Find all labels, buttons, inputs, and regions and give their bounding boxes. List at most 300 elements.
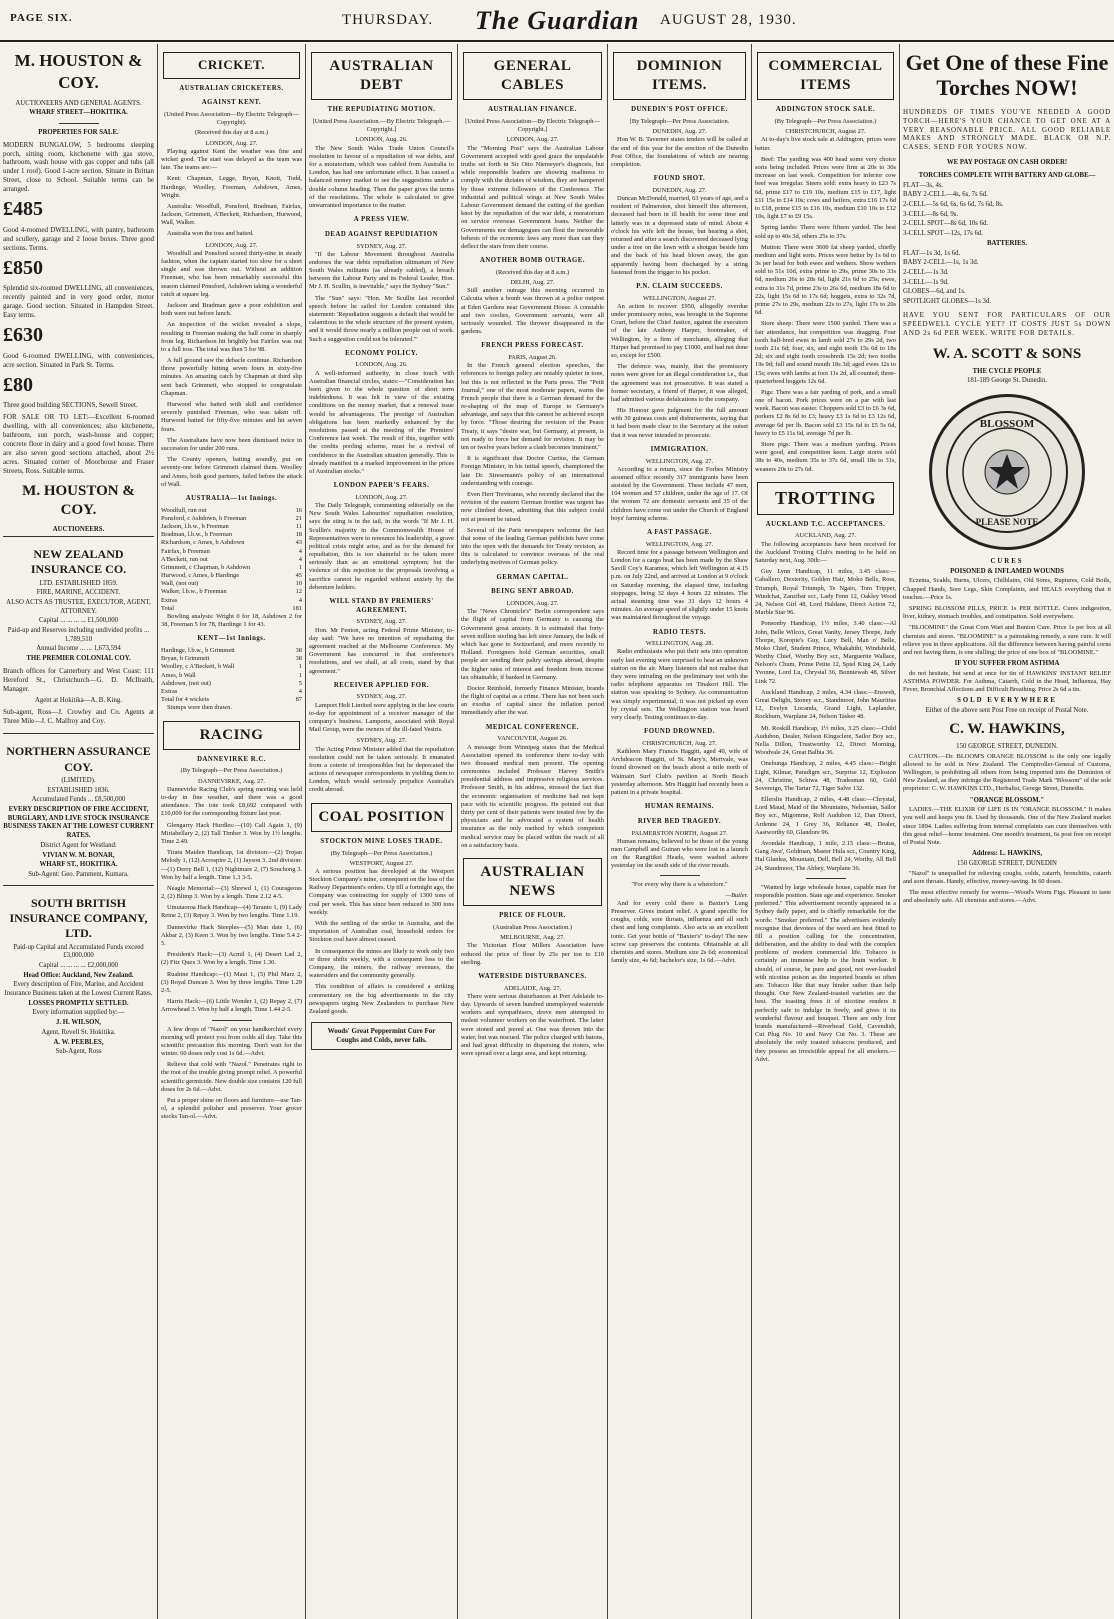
dateline: DUNEDIN, Aug. 27. [652, 186, 707, 194]
race-result: Umutaoroa Hack Handicap—(4) Taranto 1, (9) Lady Reine 2, (3) Repay 3. Won by two lengths. Time 1.19. [161, 904, 302, 920]
worm-figs-ad: The most effective remedy for worms—Wood's Worm Figs. Pleasant to taste and absolutely safe. All chemists and stores.—Advt. [903, 888, 1111, 905]
score-row-label: Grimmett, c Chapman, b Ashdown [161, 563, 251, 571]
nz-insurance-trustee: ALSO ACTS AS TRUSTEE, EXECUTOR, AGENT, ATTORNEY. [6, 599, 151, 615]
battery-heading: BATTERIES. [986, 239, 1028, 247]
racing-heading: RACING [163, 721, 300, 750]
address-line: 150 GEORGE STREET, DUNEDIN [957, 859, 1057, 867]
torch-price-list [903, 182, 1111, 239]
dateline: SYDNEY, Aug. 27. [356, 737, 407, 745]
article-paragraph: Even Herr Treviranus, who recently declared that the revision of the eastern German frontier was urgent has now climbed down, admitting that this subject could not at present be raised. [461, 490, 604, 523]
northern-assurance-subagent: Sub-Agent: Geo. Pamment, Kumara. [28, 870, 129, 878]
property-listing: MODERN BUNGALOW, 5 bedrooms sleeping porch, sitting room, kitchenette with gas stove, bathroom, wash house with gas copper and tubs (all under 1 roof). Good 1-acre section. Situate in Brittan Street, close to School. Suitable terms can be arranged. [3, 140, 154, 194]
south-british-description: Every description of Fire, Marine, and Accident Insurance Business taken at the Lowest Current Rates. [4, 981, 153, 998]
score-row [161, 539, 302, 547]
score-row-value: 4 [298, 555, 302, 563]
property-listing: FOR SALE OR TO LET:—Excellent 6-roomed dwelling, with all conveniences; also kitchenette, bathroom, sun porch, wash-house and copper; concrete floor in dairy and a good fowl house. There are also seven good sections attached, about 2½ acres. Situated corner of Moorhouse and Fraser Streets, Ross. Suitable terms. [3, 413, 154, 475]
score-row [161, 515, 302, 523]
nz-insurance-subagent: Sub-agent, Ross—J. Crowley and Co. Agents at Three Mile—J. C. Malfroy and Coy. [3, 708, 154, 726]
score-row-value: 38 [295, 655, 302, 663]
article-subhead: FOUND SHOT. [653, 175, 706, 183]
cures-body: Eczema, Scalds, Burns, Ulcers, Chilblains, Old Sores, Ruptures, Cold Boils, Chapped Hands, Sore Legs, Skin Complaints, and HEALS everything that it touches.—Price 1s. [903, 577, 1111, 601]
acceptance-list: Avondale Handicap, 1 mile, 2.15 class:—Brutus, Gang Awa', Goldman, Master Hula scr., Country King, Hal Glanlea, Mountain, Dell, Bell 24, Worthy, All Bell 24, Standmoor, The Abbey, Warplane 36. [755, 840, 896, 872]
dateline: MELBOURNE, Aug. 27. [500, 934, 565, 942]
newspaper-title: The Guardian [475, 6, 640, 35]
article-subhead: P.N. CLAIM SUCCEEDS. [636, 282, 723, 290]
dateline: WELLINGTON, Aug. 27. [645, 540, 714, 548]
article-subhead: WILL STAND BY PREMIERS' AGREEMENT. [329, 598, 434, 614]
article-subhead: WATERSIDE DISTURBANCES. [478, 972, 587, 980]
article-paragraph: Record time for a passage between Wellington and London for a cargo boat has been made by the Shaw Savill Coy's Karamea, which left Wellington at 4.15 p.m. on July 22nd, and arrived at London at 9 o'clock on Saturday morning, the elapsed time, including stoppages, being 32 days 4 hours 22 minutes. The actual steaming time was 31 days 12 hours 4 minutes. An average speed of slightly under 15 knots was maintained throughout the voyage. [611, 548, 748, 622]
divider [660, 875, 700, 876]
article-subhead: IMMIGRATION. [650, 445, 709, 453]
article-paragraph: There were serious disturbances at Port Adelaide to-day. Upwards of seven hundred unemployed waterside workers and sympathisers, drove men attempted to molest volunteer workers on the waterfront. The latter were stoned and jeered at. One was thrown into the water, but was rescued. The police charged with batons, and had great difficulty in dispersing the rioters, who were spread over a large area, and kept returning. [461, 992, 604, 1058]
score-row [161, 597, 302, 605]
score-row [161, 647, 302, 655]
acceptance-list: Ponsonby Handicap, 1½ miles, 3.40 class:—Al John, Belle Wilcox, Great Vanity, Jersey Thorpe, Judy Thorpe, Koropie's Guy, Lucy Bell, Man o' Belle, Moko Chief, Student Prince, Whakahihi, Windshield, Worthy Chief, Worthy Boy scr., Marguerite Wallace, Nelson's Chum, Prime Petite 12, Spiel King 24, Lady Yvonne, Lord Lu, Chrystal 36, Bonniewah 48, Silver Link 72. [755, 620, 896, 685]
race-result: Dannevirke Hack Steeples—(5) Man date 1, (6) Akbar 2, (3) Keen 3. Won by two lengths. Time 5.4 2-5. [161, 923, 302, 947]
dateline: CHRISTCHURCH, Aug. 27. [642, 739, 717, 747]
advert-paragraph: A few drops of "Nazol" on your handkerchief every morning will protect you from colds all day. Take this scientific precaution this morning. Don't wait for the winter. 60 doses only cost 1s 6d.—Advt. [161, 1025, 302, 1058]
advert-paragraph: And for every cold there is Baxter's Lung Preserver. Gives instant relief. A grand specific for coughs, colds, sore throats, influenza and all such chest and lung complaints. Also acts as an excellent tonic. Get your bottle of "Baxter's" to-day! The new screw cap preserves the contents. Obtainable at all chemists and stores. Medium size 2s 6d; economical family size, 4s 6d; bachelor's size, 1s 6d.—Advt. [611, 899, 748, 965]
asthma-ad: do not hesitate, but send at once for tin of HAWKINS' INSTANT RELIEF ASTHMA POWDER. For Asthma, Catarrh, Cold in the Head, Influenza, Hay Fever, Bronchial Affections and Difficult Breathing. Price 2s 6d a tin. [903, 669, 1111, 694]
page-label: PAGE SIX. [10, 12, 73, 24]
dateline: LONDON, Aug. 26. [355, 361, 408, 369]
article-paragraph: His Honour gave judgment for the full amount with 30 guineas costs and disbursements, saying that it had been made clear to the Secretary at the outset that it was never intended to prosecute. [611, 407, 748, 439]
acceptance-list: Guy Lynn Handicap, 11 miles, 3.45 class:—Caballero, Dexterity, Golden Hair, Moko Bells, Ross, Triumph, Royal Triumph, Te Ngaio, Tom Tripper, Windchat, Zanzibar scr., Lady Fenn 12, Oakley Wood 24, Nelson Girl 48, Lord Haldane, Direct Action 72, Marble Star 96. [755, 568, 896, 617]
dateline: LONDON, Aug. 27. [205, 139, 258, 147]
torch-price-item: 2-CELL—5s 6d, 6s, 6s 6d, 7s 6d, 8s. [903, 201, 1004, 209]
dateline: LONDON, Aug. 27. [355, 493, 408, 501]
divider [59, 123, 99, 124]
northern-assurance-address: WHARF ST., HOKITIKA. [39, 861, 118, 869]
issue-date: AUGUST 28, 1930. [660, 12, 797, 28]
article-paragraph: Jackson and Bradman gave a poor exhibition and both were out before lunch. [161, 301, 302, 318]
dateline: ADELAIDE, Aug. 27. [503, 984, 562, 992]
scott-sons-tagline: THE CYCLE PEOPLE [972, 367, 1042, 375]
article-paragraph: With the settling of the strike in Australia, and the importation of Australian coal, household orders for Stockton coal have almost ceased. [309, 920, 454, 944]
score-row [161, 580, 302, 588]
acceptance-list: Onehunga Handicap, 2 miles, 4.45 class:—Bright Light, Kilmar, Paradigm scr., Surprise 12, Explosion 24, Christine, Schiwa 48, Tradesman 60, Gold Sovereign, The Tartar 72, Tiger Salve 132. [755, 760, 896, 792]
nz-insurance-ad [3, 536, 154, 733]
score-row-value: 87 [295, 696, 302, 704]
article-paragraph: Human remains, believed to be those of the young men Campbell and Guinan who were lost in a launch on the Rangitikei Heads, were washed ashore yesterday on the south side of the river mouth. [611, 837, 748, 870]
quote: "For every why there is a wherefore." [631, 881, 728, 889]
commercial-items-heading: COMMERCIAL ITEMS [757, 52, 894, 100]
scorecard-kent [161, 647, 302, 704]
dateline: DUNEDIN, Aug. 27. [652, 128, 707, 136]
scorecard-australia [161, 507, 302, 613]
dateline: CHRISTCHURCH, August 27. [785, 128, 866, 136]
article-paragraph: Doctor Reinhold, formerly Finance Minister, brands the flight of capital as a crime. There has not been such an exodus of capital since the inflation period immediately after the war. [461, 684, 604, 717]
race-result: Neagle Memorial:—(3) Shrewd 1, (1) Courageous 2, (2) Blimp 3. Won by a length. Time 2.12 4-5. [161, 884, 302, 901]
dateline: WELLINGTON, Aug. 28. [645, 640, 714, 648]
article-paragraph: Kent: Chapman, Legge, Bryan, Knott, Todd, Hardinge, Woolley, Freeman, Ashdown, Ames, Wright. [161, 175, 302, 199]
article-subhead: ANOTHER BOMB OUTRAGE. [479, 257, 586, 265]
torch-price-item: 3-CELL SPOT—12s, 17s 6d. [903, 230, 983, 238]
article-paragraph: Hurwood who batted with skill and confidence severely punished Freeman, who was taken off. Hurwood batted for fifty-five minutes and hit seven fours. [161, 401, 302, 433]
score-row-label: Hurwood, c Ames, b Hardinge [161, 572, 240, 580]
battery-price-item: 2-CELL—1s 3d. [903, 268, 949, 276]
houston-firm-name: M. HOUSTON & COY. [14, 51, 143, 92]
score-row-label: Fairfax, b Freeman [161, 547, 210, 555]
woods-peppermint-ad: Woods' Great Peppermint Cure For Coughs and Colds, never fails. [311, 1022, 452, 1050]
article-paragraph: Australia: Woodfull, Ponsford, Bradman, Fairfax, Jackson, Grimmett, A'Beckett, Richardson, Hurwood, Wall, Walker. [161, 202, 302, 227]
article-paragraph: Still another outrage this morning occurred in Calcutta when a bomb was thrown at a police outpost at Eden Gardens near Government House. A constable and two coolies, Government servants, were all seriously wounded. The thrower disappeared in the gardens. [461, 287, 604, 336]
nz-insurance-title: NEW ZEALAND INSURANCE CO. [30, 546, 127, 577]
nz-insurance-agent: Agent at Hokitika—A. B. King. [34, 696, 123, 704]
article-paragraph: A serious position has developed at the Westport Stockton Company's mine, consequent on the loss of the Railway Department's orders. Up till a fortnight ago, the Company was contracting for supply of 1300 tons of coal per week. This has since been reduced to 300 tons weekly. [309, 867, 454, 916]
article-paragraph: Store pigs: There was a medium yarding. Prices were good, and competition keen. Large stores sold 38s to 40s, medium 35s to 37s 6d, small 18s to 31s, weaners 20s to 27s 6d. [755, 441, 896, 473]
scott-sons-name: W. A. SCOTT & SONS [932, 345, 1082, 362]
scorecard-heading: AUSTRALIA—1st Innings. [185, 494, 278, 502]
northern-assurance-agent: VIVIAN W. M. BONAR, [42, 851, 115, 859]
property-price: £850 [3, 256, 43, 279]
bowling-analysis: Bowling analysis: Wright 0 for 18, Ashdown 2 for 38, Freeman 5 for 78, Hardinge 1 for 43. [161, 613, 302, 629]
northern-assurance-title: NORTHERN ASSURANCE COY. [6, 744, 151, 774]
score-row-label: Hardinge, l.b.w., b Grimmett [161, 647, 235, 655]
quote-attribution: —Butler. [725, 891, 748, 899]
article-paragraph: Playing against Kent the weather was fine and wicket good. The start was delayed as the team was late. The teams are:— [161, 147, 302, 172]
advert-paragraph: "Wanted by large wholesale house, capable man for responsible position. State age and experience. Smoker preferred." This advertisement recently appeared in a Sydney daily paper, and is chiefly remarkable for the words: "Smoker preferred." The advertisers evidently recognise that devotees of the weed are best fitted to fill a position calling for the concentration, deliberation, and the ability to deal with the complex problems of modern commercial life. Tobacco is certainly an immense help to the brain worker. It should, of course, be pure and good, not over-loaded with nicotine poison as the imported brands so often are. Tobacco like that may hinder rather than help thought. Our New Zealand-toasted varieties are the best. The toasting frees it of nicotine renders it perfectly safe to indulge in freely, and gives it its wonderful flavour and bouquet. There are only four brands manufactured—Riverhead Gold, Cavendish, Cut Plug No. 10 and Navy Cut No. 3. These are absolutely the only toasted tobaccos produced, and they possess an irresistible appeal for all smokers.—Advt. [755, 883, 896, 1063]
article-subhead: AUSTRALIAN FINANCE. [488, 106, 577, 114]
article-subhead: DUNEDIN'S POST OFFICE. [631, 106, 728, 114]
article-subhead: RIVER BED TRAGEDY. [637, 817, 722, 825]
race-result: Tiratu Maiden Handicap, 1st division:—(2) Trojan Melody 1, (12) Acrospire 2, (1) Jayson 3. 2nd division:—(1) Derry Bell 1, (12) Nightmare 2, (7) Souchong 3. Won by half a length. Time 1.3 3-5. [161, 849, 302, 881]
address-label: Address: L. HAWKINS, [971, 850, 1043, 858]
article-paragraph: Spring lambs: There were fifteen yarded. The best sold up to 40s 3d, others 25s to 37s. [755, 224, 896, 240]
article-paragraph: Several of the Paris newspapers welcome the fact that some of the leading German publicists have come into the open with the demands for Treaty revision, as this is calculated to convince overseas of the real underlying motives of German policy. [461, 526, 604, 567]
score-row [161, 605, 302, 613]
nz-insurance-branch: Branch offices for Canterbury and West Coast: 111 Hereford St., Christchurch—G. D. McIlraith, Manager. [3, 666, 154, 693]
score-row-label: Bryan, b Grimmett [161, 655, 210, 663]
press-credit: (By Telegraph—Per Press Association.) [180, 767, 283, 775]
article-paragraph: A full ground saw the debacle continue. Richardson threw powerfully hitting seven fours in sixty-five minutes. An amazing catch by Chapman at third slip sent back Grimmett, who stopped to congratulate Chapman. [161, 357, 302, 397]
article-paragraph: A message from Winnipeg states that the Medical Association opened its conference there to-day with two thousand medical men present. The opening ceremonies included Professor Harvey Smith's presidential address and impressive religious services. Professor Smith, in his address, stressed the fact that the economic organisation of medicine had not kept pace with its scientific progress. He pointed out that thirty per cent of their patients were treated free by the physicians and he advocated a system of health insurance as the only method by which competent medical service may be placed within the reach of all on a satisfactory basis. [461, 743, 604, 849]
score-row-label: A'Beckett, run out [161, 555, 208, 563]
received-note: (Received this day at 8 a.m.) [194, 129, 269, 137]
property-listing: Three good building SECTIONS, Sewell Street. [3, 401, 138, 410]
trotting-heading: TROTTING [757, 482, 894, 515]
cricket-heading: CRICKET. [163, 52, 300, 79]
northern-assurance-description: EVERY DESCRIPTION OF FIRE ACCIDENT, BURGLARY, AND LIVE STOCK INSURANCE BUSINESS TAKEN AT THE LOWEST CURRENT RATES. [3, 806, 154, 840]
article-subhead: THE REPUDIATING MOTION. [327, 106, 436, 114]
article-paragraph: The "Sun" says: "Hon. Mr Scullin last recorded speech before he sailed for London contained this statement: 'Repudiation suggests a default that would be calamitous to the whole structure of the present system, and it would throw nearly a million people out of work. Such a suggestion could not be tolerated.'" [309, 294, 454, 343]
race-result: President's Hack:—(3) Acmil 1, (4) Desert Lad 2, (2) Fitz Quex 3. Won by a length. Time 1.30. [161, 951, 302, 967]
score-row-value: 18 [295, 531, 302, 539]
article-paragraph: Hon W. B. Taverner states tenders will be called at the end of this year for the erection of the Dunedin Post Office, the foundations of which are nearing completion. [611, 136, 748, 168]
nz-insurance-slogan: THE PREMIER COLONIAL COY. [26, 655, 131, 663]
dateline: LONDON, Aug. 26. [355, 136, 408, 144]
houston-firm-name: M. HOUSTON & COY. [22, 482, 135, 519]
column-advertisements-houston [0, 44, 158, 1619]
northern-assurance-limited: (LIMITED). [61, 777, 96, 784]
column-general-cables [458, 44, 608, 1619]
northern-assurance-district: District Agent for Westland: [40, 841, 117, 849]
score-row-value: 1 [298, 563, 302, 571]
property-listing: Good 6-roomed DWELLING, with conveniences, acre section. Situated in Park St. Terms. [3, 351, 154, 369]
cricket-subhead: AGAINST KENT. [201, 99, 262, 107]
score-row-value: 4 [298, 547, 302, 555]
article-paragraph: Hon. Mr Fenton, acting Federal Prime Minister, to-day said: "We have no intention of repudiating the agreement reached at the Melbourne Conference. My Government has concurred in that conference's resolutions, and we shall, at all costs, stand by that agreement." [309, 626, 454, 675]
score-row [161, 588, 302, 596]
press-credit: (By Telegraph—Per Press Association.) [330, 849, 433, 857]
press-credit: [United Press Association—By Electric Telegraph—Copyright.] [465, 118, 600, 134]
dateline: SYDNEY, Aug. 27. [356, 242, 407, 250]
dateline: LONDON, Aug. 27. [205, 241, 258, 249]
acceptance-list: Mt. Roskill Handicap, 1½ miles, 3.25 class:—Child Audubon, Dealer, Nelson Kingsclere, Sailor Boy scr., Nella Dillon, Trustworthy 12, Direct Morning, Woodvale 24, Great Balbia 36. [755, 724, 896, 757]
houston-role: AUCTIONEERS. [52, 526, 105, 534]
column-dominion-items [608, 44, 752, 1619]
column-australian-debt [306, 44, 458, 1619]
property-listing: Good 4-roomed DWELLING, with pantry, bathroom and scullery, garage and 2 loose boxes. Three good sections. Terms. [3, 225, 154, 252]
score-row [161, 696, 302, 704]
article-paragraph: Beef: The yarding was 400 head some very choice sorts being included. Prices were firm at 20s to 30s increase on last week. Competition for inferior cow beef was irregular. Steers sold: extra heavy to £23 7s 6d, prime £17 to £19 10s, medium £15 to £17, light £11 15s to £14 10s; cows and heifers, extra £16 17s 6d to £18, prime £15 to £16 10s, medium £10 10s to £12 10s, light £7 to £9 15s. [755, 155, 896, 221]
race-result: Harris Hack:—(6) Little Wonder 1, (2) Repay 2, (7) Arrowhead 3. Won by half a length. Time 1.44 2-5. [161, 998, 302, 1014]
hawkins-address: 150 GEORGE STREET, DUNEDIN. [956, 742, 1058, 750]
properties-heading: PROPERTIES FOR SALE. [38, 128, 119, 136]
property-price: £80 [3, 373, 33, 396]
score-row-value: 45 [295, 572, 302, 580]
torch-ad-body: HUNDREDS OF TIMES YOU'VE NEEDED A GOOD TORCH—HERE'S YOUR CHANCE TO GET ONE AT A VERY REASONABLE PRICE. ALL GOOD RELIABLE MAKES AND STRONGLY MADE. BLACK OR N.P. CASES. SEND FOR YOURS NOW. [903, 107, 1111, 152]
south-british-subagent-role: Sub-Agent, Ross [55, 1048, 102, 1056]
blossom-seal-image [929, 394, 1085, 550]
torch-ad-title: Get One of these Fine Torches NOW! [905, 50, 1109, 101]
property-price: £485 [3, 198, 43, 221]
south-british-losses: LOSSES PROMPTLY SETTLED. [28, 999, 129, 1007]
score-row-label: Total [161, 604, 175, 612]
score-row-value: 5 [298, 679, 302, 687]
torch-price-item: 2-CELL SPOT—8s 6d, 10s 6d. [903, 220, 989, 228]
score-row [161, 564, 302, 572]
article-paragraph: "If the Labour Movement throughout Australia endorses the war debts repudiation ultimatum of New South Wales militants (as already cabled), a breach between the Labour Party and its Federal Leader, Hon. Mr J. H. Scullin, is inevitable," says the Sydney "Sun." [309, 250, 454, 291]
seal-top-text: BLOSSOM [979, 418, 1035, 431]
score-row [161, 663, 302, 671]
torch-price-item: 3-CELL—8s 6d, 9s. [903, 210, 959, 218]
article-subhead: LONDON PAPER'S FEARS. [333, 482, 430, 490]
acceptance-list: Ellerslie Handicap, 2 miles, 4.48 class:—Chrystal, Lord Maud, Maid of the Mountains, Nelsonian, Sailor Boy scr., Migomme, Rolf Audubon 12, Dan Direct, Ardenne 24, I Grey 36, Reliance 48, Dealer, Aastworthy 60, Glandore 96. [755, 796, 896, 836]
nz-insurance-reserves: Paid-up and Reserves including undivided profits ... 1,789,510 [7, 627, 150, 643]
score-row-label: Extras [161, 688, 178, 695]
property-listing: Splendid six-roomed DWELLING, all conveniences, recently painted and in very good order, motor garage. Good section. Situated in Hampden Street. Easy terms. [3, 284, 154, 320]
dateline: WELLINGTON, Aug. 27. [645, 457, 714, 465]
property-price: £630 [3, 324, 43, 347]
advert-paragraph: Put a proper shine on floors and furniture—use Tan-ol, a splendid polisher and preserver. Your grocer stocks Tan-ol.—Advt. [161, 1097, 302, 1121]
column-commercial-items [752, 44, 900, 1619]
dominion-items-heading: DOMINION ITEMS. [613, 52, 746, 100]
article-paragraph: Mutton: There were 3600 fat sheep yarded, chiefly medium and light sorts. Prices were better by 1s 6d to 3s per head for both ewes and wethers. Show wethers sold to 51s 10d, extra prime to 29s, prime 30s to 33s 6d, medium 26s to 28s 6d, light 21s 6d to 25s; ewes, extra to 31s 7d, prime 23s to 26s 6d, medium 18s 6d to 22s, light 15s 6d to 17s 6d; hoggets, extra to 32s 7d, prime 27s to 29s, medium 22s to 27s, light 17s to 20s 6d. [755, 243, 896, 317]
dateline: SYDNEY, Aug. 27. [356, 618, 407, 626]
score-row-value: 181 [292, 604, 302, 612]
received-note: (Received this day at 8 a.m.) [495, 268, 570, 276]
dateline: PALMERSTON NORTH, August 27. [631, 829, 728, 837]
northern-assurance-funds: Accumulated Funds ... £8,500,000 [31, 796, 126, 804]
article-subhead: ECONOMY POLICY. [345, 349, 418, 357]
acceptance-list: Auckland Handicap, 2 miles, 4.34 class:—Ensweh, Great Delight, Stoney scr., Standmoor, John Mauritius 12, Evelyn Locanda, Grand Light, Laplander, Rockburn, Warplane 24, Nelson Tasker 48. [755, 688, 896, 721]
score-row-value: 4 [298, 596, 302, 604]
sold-everywhere: SOLD EVERYWHERE [957, 697, 1057, 705]
article-paragraph: According to a return, since the Forbes Ministry assumed office recently 317 immigrants have been assisted by the Government. These include 47 men, 104 women and 57 children, under the age of 17. Of the women 72 are domestic servants and 35 of the children have come out under the Church of England boys' farming scheme. [611, 465, 748, 522]
article-paragraph: An inspection of the wicket revealed a slope, resulting in Freeman making the ball come in sharply from leg. Richardson hit brightly but Fairfax was out to a full toss. The total was then 5 for 98. [161, 321, 302, 353]
score-row [161, 688, 302, 696]
article-paragraph: The "News Chronicle's" Berlin correspondent says the flight of capital from Germany is causing the Government great anxiety. It is estimated that forty-seven million sterling has left since January, the bulk of which has gone to Switzerland, and more recently to Holland. Foreigners hold German securities, small people are sending their paltry savings abroad, despite the higher rates of interest and freedom from income tax obtainable, if banked in Germany. [461, 608, 604, 681]
article-subhead: DEAD AGAINST REPUDIATION [325, 230, 438, 238]
dateline: DANNEVIRKE, Aug. 27. [198, 777, 265, 785]
score-row-label: Extras [161, 596, 178, 604]
nz-insurance-income: Annual Income ... ... 1,673,594 [36, 645, 121, 653]
article-paragraph: The Australians have now been dismissed twice in succession for under 200 runs. [161, 436, 302, 452]
score-row-label: Woodfull, run out [161, 506, 207, 514]
score-row-value: 1 [298, 663, 302, 671]
score-row [161, 556, 302, 564]
torch-price-item: BABY 2-CELL—4s, 6s, 7s 6d. [903, 191, 988, 199]
south-british-subagent: A. W. PEEBLES, [53, 1038, 104, 1046]
column-cricket-racing [158, 44, 306, 1619]
score-row [161, 572, 302, 580]
general-cables-heading: GENERAL CABLES [463, 52, 602, 100]
score-row-value: 1 [298, 671, 302, 679]
bloomine-ad: "BLOOMINE" the Great Corn Wart and Bunion Cure. Price 1s per box at all chemists and stores. "BLOOMINE" is a painstaking remedy, a sure cure. It will relieve you in three applications. All the difference between having painful corns and not having them, is one shilling; the price of one box of "BLOOMINE." [903, 624, 1111, 656]
south-british-agent: J. H. WILSON, [55, 1019, 101, 1027]
battery-price-item: SPOTLIGHT GLOBES—1s 3d. [903, 297, 992, 305]
article-subhead: BEING SENT ABROAD. [491, 588, 574, 596]
houston-roles: AUCTIONEERS AND GENERAL AGENTS. [15, 99, 142, 107]
nz-insurance-capital: Capital ... ... ... ... £1,500,000 [38, 617, 119, 625]
article-paragraph: An action to recover £950, allegedly overdue under promissory notes, was brought in the Supreme Court, before the Chief Justice, against the executors of the late Anthony Harper, bootmaker, of Wellington, by a firm of merchants, alleging that Harper had promised to pay £1000, and had not done so, except for £500. [611, 302, 748, 359]
score-row-label: Ashdown, (not out) [161, 679, 211, 687]
cricket-subhead: AUSTRALIAN CRICKETERS. [179, 84, 284, 92]
dateline: WESTPORT, August 27. [349, 859, 414, 867]
score-row [161, 672, 302, 680]
south-british-title: SOUTH BRITISH INSURANCE COMPANY, LTD. [9, 895, 148, 941]
article-paragraph: Woodfull and Ponsford scored thirty-nine in steady fashion, when the captain started too slow for a short single and was thrown out. Without an addition Freeman, who has been remarkably successful this season claimed Ponsford, Ashdown taking a wonderful catch at square leg. [161, 249, 302, 298]
divider [806, 878, 846, 879]
caution-notice: CAUTION.—Dr. BLOOM'S ORANGE BLOSSOM is the only one legally allowed to be sold in New Zealand. The Comptroller-General of Customs, Wellington, is prohibiting all others from being imported into the Dominion of New Zealand, as they infringe the Registered Trade Mark "Blossom" of the sole proprietor: C. W. HAWKINS LTD., Herbalist, George Street, Dunedin. [903, 752, 1111, 793]
article-paragraph: The Acting Prime Minister added that the repudiation resolution could not be taken seriously. It emanated from a coterie of irresponsibles but he deprecated the actions of newspaper correspondents in yielding them to London, which would seriously prejudice Australia's credit abroad. [309, 745, 454, 794]
score-row-label: Walker, l.b.w., b Freeman [161, 588, 227, 596]
score-row-label: Total for 4 wickets [161, 696, 210, 704]
score-row [161, 680, 302, 688]
dateline: LONDON, Aug. 27. [506, 136, 559, 144]
column-advertisements-right [900, 44, 1114, 1619]
hawkins-name: C. W. HAWKINS, [949, 720, 1065, 737]
south-british-agent-role: Agent, Revell St. Hokitika. [41, 1028, 116, 1036]
article-subhead: PRICE OF FLOUR. [499, 912, 566, 920]
score-row-value: 10 [295, 580, 302, 588]
dateline: VANCOUVER, August 26. [497, 735, 568, 743]
article-paragraph: Store sheep: There were 1500 yarded. There was a fair attendance, but competition was dragging. Four tooth half-bred ewes in lamb sold 27s to 29s 2d, two tooth 21s 6d; four, six, and eight tooth 15s 6d to 18s 2d; six and eight tooth crossbreds 15s 2d; two tooths 19s 9d; full and sound mouth 18s 3d; aged ewes 12s to 15s; ewes with lambs at foot 11s 2d, all counted; three-quarterbred hoggets 12s 6d. [755, 320, 896, 385]
article-paragraph: In consequence the mines are likely to work only two or three shifts weekly, with a consequent loss to the Company, the miners, the railway revenues, the watersiders and the community generally. [309, 947, 454, 980]
northern-assurance-established: ESTABLISHED 1836. [47, 786, 110, 794]
press-credit: (Australian Press Association.) [493, 924, 572, 931]
score-row-label: Bradman, l.b.w., b Freeman [161, 531, 232, 539]
scott-sons-address: 181-189 George St. Dunedin. [966, 377, 1048, 385]
score-row [161, 548, 302, 556]
score-row-value: 16 [295, 506, 302, 514]
nazol-ad: "Nazol" is unequalled for relieving coughs, colds, catarrh, bronchitis, catarrh and sore throats. Handy, effective, money-saving. In 60 doses. [903, 869, 1111, 885]
score-row-value: 38 [295, 647, 302, 655]
dateline: PARIS, August 26. [508, 353, 557, 361]
article-paragraph: At to-day's live stock sale at Addington, prices were better. [755, 136, 896, 152]
article-subhead: RADIO TESTS. [652, 628, 707, 636]
dateline: DELHI, Aug. 27. [510, 278, 555, 286]
score-row [161, 531, 302, 539]
article-paragraph: This condition of affairs is considered a striking commentary on the big advertisements in the city newspapers urging New Zealanders to purchase New Zealand goods. [309, 983, 454, 1015]
cures-heading: POISONED & INFLAMED WOUNDS [950, 567, 1064, 575]
south-british-ad [3, 885, 154, 1062]
south-british-office: Head Office: Auckland, New Zealand. [23, 971, 134, 979]
article-paragraph: Kathleen Mary Francis Haggitt, aged 40, wife of Archdeacon Haggitt, of St. Mary's, Merivale, was found drowned on the beach about a mile north of Waimairi Surf Club's pavilion at North Beach yesterday afternoon. Mrs Haggitt had recently been a patient in a private hospital. [611, 748, 748, 796]
battery-price-item: FLAT—1s 3d, 1s 6d. [903, 249, 961, 257]
article-paragraph: The New South Wales Trade Union Council's resolution in favour of a repudiation of war debts, and for a moratorium, which was cabled from Australia to London, has had one unfortunate effect. It has caused a balanced money market to see the suggestions under a double column heading. Then the paper gives the terms of the resolutions. The whole is calculated to give unwarranted importance to the matter. [309, 144, 454, 209]
houston-address: WHARF STREET—HOKITIKA. [29, 109, 128, 117]
article-subhead: A PRESS VIEW. [353, 216, 410, 224]
press-credit: (By Telegraph—Per Press Association.) [774, 118, 877, 126]
article-paragraph: Pigs: There was a fair yarding of pork, and a small one of bacon. Pork prices were on a par with last week. Bacon was easier. Choppers sold £3 to £6 3s 6d, porkers £2 8s 6d to £3; heavy £3 1s 6d to £3 12s 6d, average 6d per lb. Bacon sold £3 15s 6d to £5 5s 6d, heavy to £5 11s 6d, average 7d per lb. [755, 388, 896, 437]
article-subhead: ADDINGTON STOCK SALE. [775, 106, 876, 114]
cures-label: CURES [990, 558, 1024, 566]
press-credit: [United Press Association.—By Electric Telegraph.—Copyright.] [312, 118, 451, 134]
article-paragraph: Duncan McDonald, married, 63 years of age, and a resident of Palmerston, shot himself this afternoon, deceased had been in ill health for some time and latterly was in a depressed state of mind. About 4 o'clock his wife left the house, but hearing a shot, returned and after a search discovered deceased lying under a tree on the lawn with a shotgun beside him and the back of his head blown away, the gun apparently having been discharged by a string fastened from the trigger to his pocket. [611, 195, 748, 276]
article-paragraph: Australia won the toss and batted. [167, 230, 254, 238]
coal-position-heading: COAL POSITION [311, 803, 452, 832]
article-paragraph: It is significant that Doctor Curtius, the German Foreign Minister, in his initial speech, championed the late Dr. Stresemann's policy of an international understanding with courage. [461, 455, 604, 487]
asthma-heading: IF YOU SUFFER FROM ASTHMA [954, 660, 1060, 668]
racing-subhead: DANNEVIRKE R.C. [197, 755, 266, 763]
orange-blossom-heading: "ORANGE BLOSSOM." [969, 796, 1045, 804]
torch-postage-note: WE PAY POSTAGE ON CASH ORDER! [946, 159, 1068, 167]
score-row-label: Jackson, l.b.w., b Freeman [161, 522, 229, 530]
nz-insurance-lines: FIRE, MARINE, ACCIDENT. [36, 589, 121, 597]
masthead [0, 0, 1114, 42]
australian-news-heading: AUSTRALIAN NEWS [463, 858, 602, 906]
article-paragraph: In the French general election speeches, the references to foreign policy are notably quieter in tone, but this is not reflected in the Paris press. The "Petit Journal," one of the most moderate papers, warns the French people that there is a German demand for the re-shaping of the map of Europe to Germany's advantage, and says that this cannot be achieved except by force. "Those desiring the revision of the Peace Treaty, it says "desire war, but Germany, at present, is not ready to force her demand for revision. It may be ten or twelve years before a clash becomes imminent." [461, 362, 604, 451]
south-british-capital: Capital ... ... ... ... £2,000,000 [38, 962, 119, 970]
score-row-label: Ames, b Wall [161, 671, 196, 679]
nz-insurance-established: LTD. ESTABLISHED 1859. [39, 579, 118, 587]
article-paragraph: The defence was, mainly, that the promissory notes were given for an illegal consideration i.e., that the agreement was not prosecutive. It was stated a former secretary, a friend of Harper, it was alleged, had admitted various defalcations to the company. [611, 363, 748, 403]
seal-bottom-text: PLEASE NOTE [975, 517, 1039, 528]
article-paragraph: The following acceptances have been received for the Auckland Trotting Club's meeting to be held on Saturday next, Aug. 30th:— [755, 540, 896, 565]
torch-list-heading: TORCHES COMPLETE WITH BATTERY AND GLOBE— [918, 172, 1096, 180]
race-result: Ruahine Handicap:—(1) Maui 1, (5) Phil Marz 2, (3) Royal Duncan 3. Won by three lengths. Time 1.29 2-5. [161, 970, 302, 994]
score-row-value: 11 [295, 522, 302, 530]
south-british-info: Every information supplied by:— [32, 1009, 125, 1017]
score-row-label: Woolley, c A'Beckett, b Wall [161, 663, 235, 671]
press-credit: (United Press Association—By Electric Telegraph—Copyright). [164, 111, 299, 127]
scorecard-heading: KENT—1st Innings. [197, 635, 266, 643]
post-free-note: Either of the above sent Post Free on receipt of Postal Note. [925, 707, 1089, 715]
dateline: LONDON, Aug. 27. [506, 600, 559, 607]
score-row [161, 655, 302, 663]
article-paragraph: A well-informed authority, in close touch with Australian financial circles, states:—"Consideration has been given to the whole question of short term indebtedness. It was felt in view of the existing conditions on the money market, that a renewal issue would be advantageous. The prestige of Australian obligations has been markedly enhanced by the resolutions passed at the meeting of the Premiers' Conference last week. The result of this, together with the credits pooling scheme, must be a revival of confidence in the Australian situation generally. This is already manifest in a marked improvement in the prices of Australian stocks." [309, 369, 454, 475]
article-paragraph: Radio enthusiasts who put their sets into operation early last evening were surprised to hear an unknown station on the air. Many listeners did not realise that they were intruding on the preliminary test with the radio telephone apparatus on Tinakori Hill. The station was speaking to Sydney. As communication was simply experimental, it was not picked up even by crystal sets. The Wellington station was heard very clearly. Testing continues to-day. [611, 648, 748, 721]
article-paragraph: The Daily Telegraph, commenting editorially on the New South Wales Labourites' repudiation resolution, says the sting is in the tail, in the words "If Mr J. H. Scullin's majority in the Commonwealth House of Representatives were to renounce his leadership, a grave political crisis might arise, and as for the demand for repudiation, this is too shameful to be taken more seriously than as an emotional symptom; but the violence of this rejection to the proposals involving a sacrifice cannot be regarded without anxiety by the debenture holders. [309, 501, 454, 591]
score-row-label: Ponsford, c Ashdown, b Freeman [161, 514, 247, 522]
score-row-label: Richardson, c Ames, b Ashdown [161, 539, 245, 547]
race-result: Dannevirke Racing Club's spring meeting was held to-day in fine weather, and there was a good attendance. The tote took £8,692 compared with £10,009 for the corresponding fixture last year. [161, 785, 302, 818]
article-subhead: STOCKTON MINE LOSES TRADE. [320, 837, 443, 845]
issue-day: THURSDAY. [342, 12, 434, 28]
score-row [161, 523, 302, 531]
pills-ad: SPRING BLOSSOM PILLS, PRICE 1s PER BOTTLE. Cures indigestion, liver, kidney, stomach troubles, and constipation. Sold everywhere. [903, 605, 1111, 621]
score-row-value: 12 [295, 588, 302, 596]
dateline: WELLINGTON, August 27. [642, 294, 716, 302]
article-paragraph: Stumps were then drawn. [167, 704, 232, 712]
press-credit: [By Telegraph—Per Press Association. [629, 118, 730, 126]
article-paragraph: The County openers, batting soundly, put on seventy-one before Grimmett claimed them. Woolley and Ames, both good partners, failed before the attack of Wall. [161, 456, 302, 488]
article-subhead: AUCKLAND T.C. ACCEPTANCES. [765, 520, 886, 528]
article-subhead: HUMAN REMAINS. [645, 803, 714, 811]
